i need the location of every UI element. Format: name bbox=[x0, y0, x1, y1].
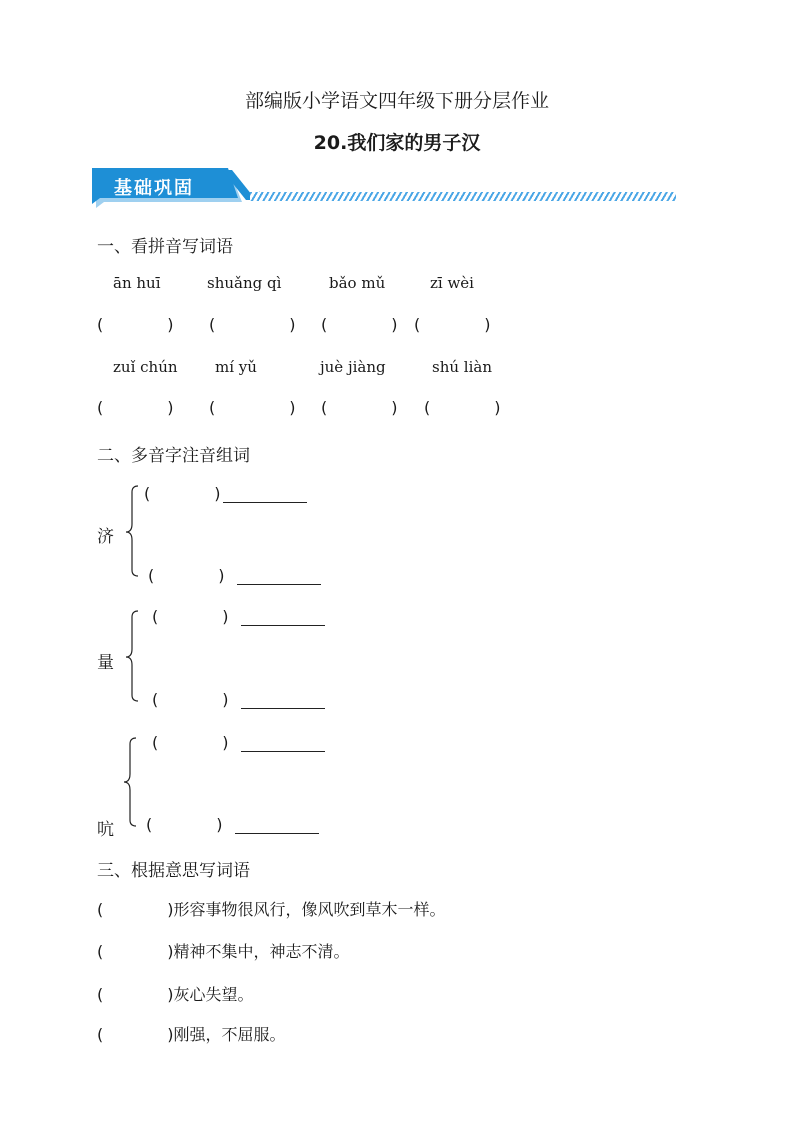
polyphone-char-2: 量 bbox=[97, 653, 114, 673]
answer-blank-7[interactable]: ( ) bbox=[321, 398, 398, 417]
pinyin-7: juè jiàng bbox=[320, 358, 386, 376]
pinyin-4: zī wèi bbox=[430, 274, 474, 292]
definition-row-2[interactable]: ( )精神不集中，神志不清。 bbox=[97, 942, 350, 961]
banner-label: 基础巩固 bbox=[114, 178, 194, 199]
pinyin-5: zuǐ chún bbox=[113, 358, 178, 376]
lesson-title: 20.我们家的男子汉 bbox=[313, 132, 481, 154]
polyphone-blank-1b[interactable]: ( ) bbox=[148, 566, 321, 585]
answer-blank-4[interactable]: ( ) bbox=[414, 315, 491, 334]
pinyin-1: ān huī bbox=[113, 274, 161, 292]
brace-3 bbox=[122, 736, 142, 832]
section2-heading: 二、多音字注音组词 bbox=[97, 446, 250, 466]
definition-text-4: 刚强，不屈服。 bbox=[173, 1025, 286, 1044]
answer-blank-3[interactable]: ( ) bbox=[321, 315, 398, 334]
definition-text-1: 形容事物很风行，像风吹到草木一样。 bbox=[173, 900, 446, 919]
definition-row-4[interactable]: ( )刚强，不屈服。 bbox=[97, 1025, 286, 1044]
answer-blank-5[interactable]: ( ) bbox=[97, 398, 174, 417]
pinyin-8: shú liàn bbox=[432, 358, 492, 376]
answer-blank-6[interactable]: ( ) bbox=[209, 398, 296, 417]
definition-row-1[interactable]: ( )形容事物很风行，像风吹到草木一样。 bbox=[97, 900, 446, 919]
polyphone-char-3: 吭 bbox=[97, 820, 114, 840]
pinyin-6: mí yǔ bbox=[215, 358, 257, 376]
answer-blank-1[interactable]: ( ) bbox=[97, 315, 174, 334]
polyphone-blank-2a[interactable]: ( ) bbox=[152, 607, 325, 626]
definition-text-3: 灰心失望。 bbox=[173, 985, 254, 1004]
polyphone-blank-3b[interactable]: ( ) bbox=[146, 815, 319, 834]
section3-heading: 三、根据意思写词语 bbox=[97, 861, 250, 881]
polyphone-blank-3a[interactable]: ( ) bbox=[152, 733, 325, 752]
section1-heading: 一、看拼音写词语 bbox=[97, 237, 233, 257]
answer-blank-2[interactable]: ( ) bbox=[209, 315, 296, 334]
page-title: 部编版小学语文四年级下册分层作业 bbox=[244, 90, 549, 112]
answer-blank-8[interactable]: ( ) bbox=[424, 398, 501, 417]
definition-text-2: 精神不集中，神志不清。 bbox=[173, 942, 350, 961]
pinyin-3: bǎo mǔ bbox=[329, 274, 386, 292]
polyphone-blank-1a[interactable]: ( ) bbox=[144, 484, 307, 503]
polyphone-char-1: 济 bbox=[97, 527, 114, 547]
pinyin-2: shuǎng qì bbox=[207, 274, 282, 292]
definition-row-3[interactable]: ( )灰心失望。 bbox=[97, 985, 254, 1004]
banner-stripe-line bbox=[250, 192, 676, 201]
polyphone-blank-2b[interactable]: ( ) bbox=[152, 690, 325, 709]
brace-1 bbox=[124, 484, 144, 580]
brace-2 bbox=[124, 609, 144, 705]
